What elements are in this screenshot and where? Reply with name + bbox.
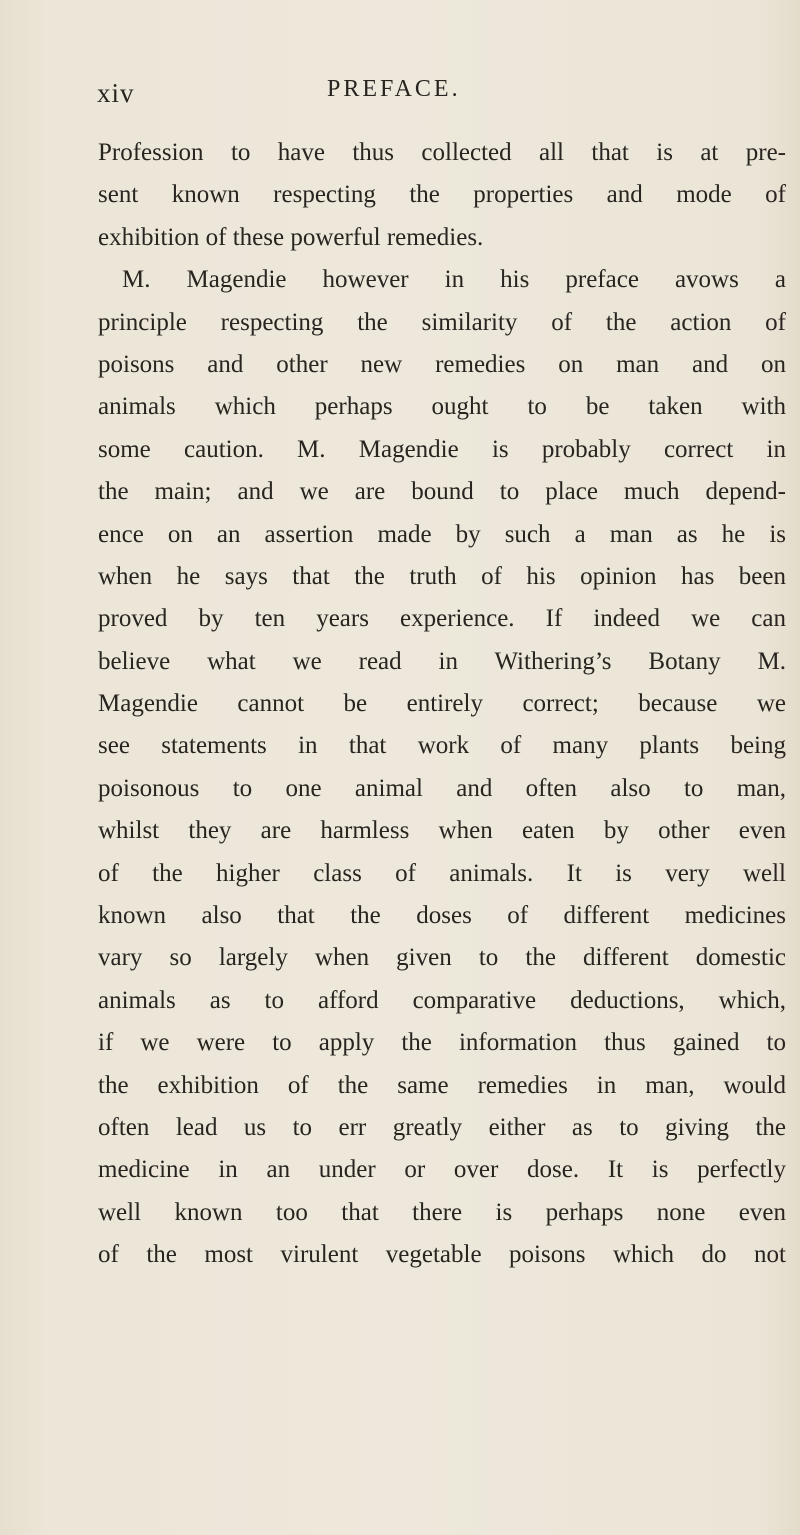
text-line: believe what we read in Withering’s Botany M. (98, 647, 786, 675)
text-line: M. Magendie however in his preface avows a (122, 266, 786, 294)
page-header (97, 78, 717, 114)
text-line: poisons and other new remedies on man and on (98, 350, 786, 378)
text-line: animals as to afford comparative deductions, which, (98, 986, 786, 1014)
text-line: poisonous to one animal and often also to man, (98, 774, 786, 802)
text-line: when he says that the truth of his opinion has been (98, 562, 786, 590)
text-line: see statements in that work of many plants being (98, 732, 786, 760)
text-line: of the most virulent vegetable poisons which do not (98, 1241, 786, 1269)
text-line: whilst they are harmless when eaten by other even (98, 817, 786, 845)
text-line: ence on an assertion made by such a man as he is (98, 520, 786, 548)
text-line: vary so largely when given to the different domestic (98, 944, 786, 972)
page-number: xiv (97, 78, 135, 108)
running-head: PREFACE. (327, 76, 461, 102)
text-line: medicine in an under or over dose. It is perfectly (98, 1156, 786, 1184)
text-line: Profession to have thus collected all that is at pre- (98, 139, 786, 166)
text-line: of the higher class of animals. It is very well (98, 859, 786, 887)
body-text (98, 132, 786, 1277)
text-line: the exhibition of the same remedies in man, would (98, 1071, 786, 1099)
text-line: sent known respecting the properties and mode of (98, 181, 786, 209)
text-line: known also that the doses of different medicines (98, 902, 786, 930)
text-line: principle respecting the similarity of the action of (98, 308, 786, 336)
text-line: if we were to apply the information thus gained to (98, 1029, 786, 1057)
text-line: Magendie cannot be entirely correct; because we (98, 690, 786, 718)
text-line: proved by ten years experience. If indeed we can (98, 605, 786, 633)
text-line: some caution. M. Magendie is probably correct in (98, 435, 786, 463)
text-line: animals which perhaps ought to be taken with (98, 393, 786, 421)
text-line: the main; and we are bound to place much depend- (98, 478, 786, 506)
text-line: well known too that there is perhaps none even (98, 1198, 786, 1226)
text-line: often lead us to err greatly either as to giving the (98, 1113, 786, 1141)
text-line: exhibition of these powerful remedies. (98, 223, 484, 251)
